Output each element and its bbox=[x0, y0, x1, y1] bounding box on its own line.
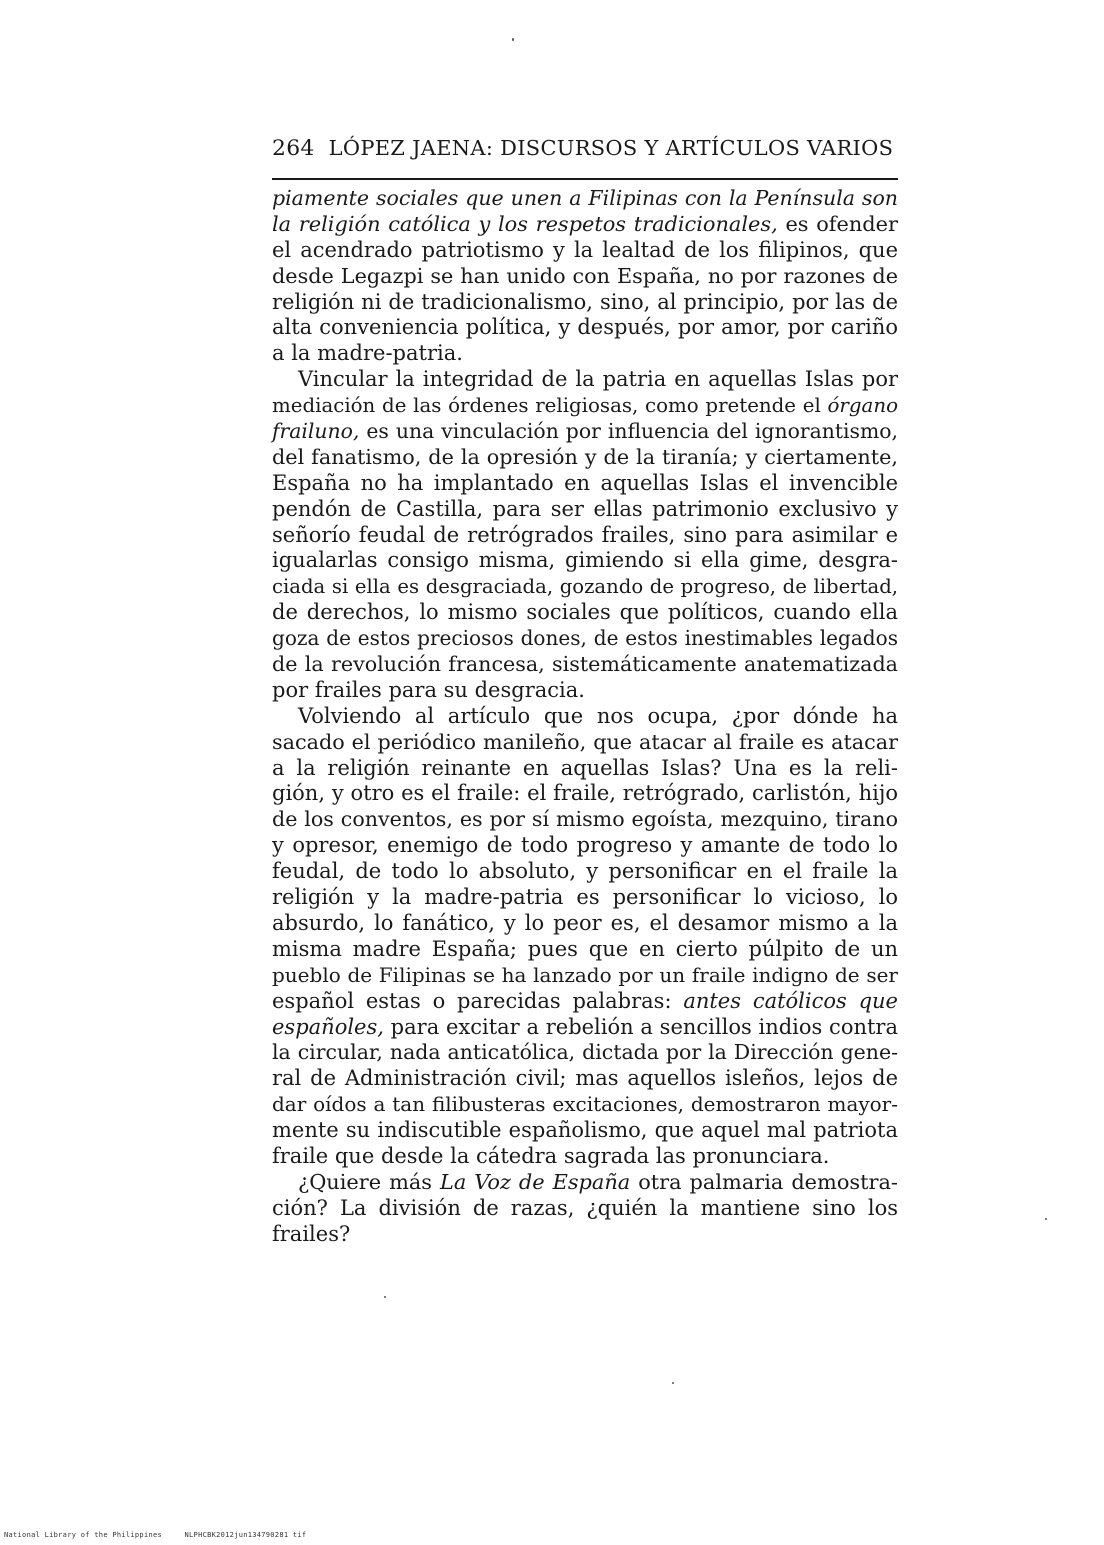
scan-footer bbox=[4, 1531, 306, 1539]
text-line: alta conveniencia política, y después, por amor, por cariño bbox=[272, 315, 898, 340]
text-line: gión, y otro es el fraile: el fraile, retrógrado, carlistón, hijo bbox=[272, 781, 898, 806]
text-fragment: mediación de las órdenes religiosas, como pretende el bbox=[272, 394, 828, 418]
text-line bbox=[272, 212, 898, 238]
text-line: sacado el periódico manileño, que atacar al fraile es atacar bbox=[272, 729, 898, 754]
paragraph-start-line bbox=[272, 1170, 898, 1196]
text-line: y opresor, enemigo de todo progreso y amante de todo lo bbox=[272, 833, 898, 858]
text-line: a la madre-patria. bbox=[272, 341, 463, 366]
italic-phrase: la religión católica y los respetos tradicionales, bbox=[272, 211, 778, 236]
text-line: a la religión reinante en aquellas Islas? Una es la reli- bbox=[272, 755, 898, 780]
text-line: igualarlas consigo misma, gimiendo si ella gime, desgra- bbox=[272, 548, 898, 573]
text-line: misma madre España; pues que en cierto púlpito de un bbox=[272, 936, 898, 961]
text-fragment: ¿Quiere más bbox=[298, 1169, 440, 1194]
scan-speck bbox=[1045, 1218, 1047, 1220]
italic-phrase: frailuno, bbox=[272, 419, 360, 444]
scan-speck bbox=[672, 1382, 674, 1384]
text-fragment: es una vinculación por influencia del ignorantismo, bbox=[359, 419, 898, 444]
text-line: señorío feudal de retrógrados frailes, sino para asimilar e bbox=[272, 522, 898, 547]
text-line: pueblo de Filipinas se ha lanzado por un fraile indigno de ser bbox=[272, 962, 898, 987]
text-line: frailes? bbox=[272, 1221, 351, 1246]
text-line: por frailes para su desgracia. bbox=[272, 677, 585, 702]
italic-phrase: órgano bbox=[827, 394, 898, 418]
text-line bbox=[272, 989, 898, 1015]
text-line: de los conventos, es por sí mismo egoísta, mezquino, tirano bbox=[272, 807, 898, 832]
text-line: goza de estos preciosos dones, de estos inestimables legados bbox=[272, 626, 898, 651]
text-fragment: otra palmaria demostra- bbox=[630, 1169, 898, 1194]
text-line: de derechos, lo mismo sociales que políticos, cuando ella bbox=[272, 600, 898, 625]
text-line: pendón de Castilla, para ser ellas patrimonio exclusivo y bbox=[272, 496, 898, 521]
text-line: ciada si ella es desgraciada, gozando de progreso, de libertad, bbox=[272, 575, 898, 599]
italic-phrase: españoles, bbox=[272, 1014, 384, 1039]
text-line: dar oídos a tan filibusteras excitaciones, demostraron mayor- bbox=[272, 1092, 898, 1117]
italic-phrase: La Voz de España bbox=[439, 1169, 631, 1194]
text-line: de la revolución francesa, sistemáticamente anatematizada bbox=[272, 652, 898, 677]
body-text bbox=[272, 186, 898, 1248]
file-id: NLPHCBK2012jun134790281 tif bbox=[184, 1531, 307, 1539]
scan-speck bbox=[384, 1296, 386, 1298]
text-line bbox=[272, 393, 898, 419]
header-rule bbox=[272, 178, 898, 180]
text-line: ral de Administración civil; mas aquellos isleños, lejos de bbox=[272, 1066, 898, 1091]
text-fragment: es ofender bbox=[777, 211, 898, 236]
scan-speck bbox=[512, 38, 514, 41]
text-line: desde Legazpi se han unido con España, no por razones de bbox=[272, 263, 898, 288]
text-line: España no ha implantado en aquellas Islas el invencible bbox=[272, 470, 898, 495]
paragraph-start-line: Vincular la integridad de la patria en aquellas Islas por bbox=[298, 367, 898, 392]
library-credit: National Library of the Philippines bbox=[4, 1531, 163, 1539]
italic-phrase: antes católicos que bbox=[683, 988, 898, 1013]
paragraph-start-line: Volviendo al artículo que nos ocupa, ¿por dónde ha bbox=[298, 703, 898, 728]
text-line: del fanatismo, de la opresión y de la tiranía; y ciertamente, bbox=[272, 444, 898, 469]
page-number: 264 bbox=[272, 136, 315, 161]
text-line: el acendrado patriotismo y la lealtad de los filipinos, que bbox=[272, 237, 898, 262]
text-line bbox=[272, 1015, 898, 1041]
running-title: LÓPEZ JAENA: DISCURSOS Y ARTÍCULOS VARIOS bbox=[328, 136, 894, 160]
text-line: piamente sociales que unen a Filipinas con la Península son bbox=[272, 186, 898, 210]
text-line bbox=[272, 419, 898, 445]
text-line: fraile que desde la cátedra sagrada las pronunciara. bbox=[272, 1143, 830, 1168]
text-line: religión y la madre-patria es personificar lo vicioso, lo bbox=[272, 885, 898, 910]
text-line: religión ni de tradicionalismo, sino, al principio, por las de bbox=[272, 289, 898, 314]
text-line: la circular, nada anticatólica, dictada por la Dirección gene- bbox=[272, 1040, 898, 1065]
text-line: absurdo, lo fanático, y lo peor es, el desamor mismo a la bbox=[272, 910, 898, 935]
text-line: ción? La división de razas, ¿quién la mantiene sino los bbox=[272, 1195, 898, 1220]
running-head bbox=[272, 136, 898, 161]
text-line: mente su indiscutible españolismo, que aquel mal patriota bbox=[272, 1118, 898, 1143]
text-line: feudal, de todo lo absoluto, y personificar en el fraile la bbox=[272, 859, 898, 884]
text-fragment: para excitar a rebelión a sencillos indios contra bbox=[383, 1014, 898, 1039]
text-fragment: español estas o parecidas palabras: bbox=[272, 988, 684, 1013]
